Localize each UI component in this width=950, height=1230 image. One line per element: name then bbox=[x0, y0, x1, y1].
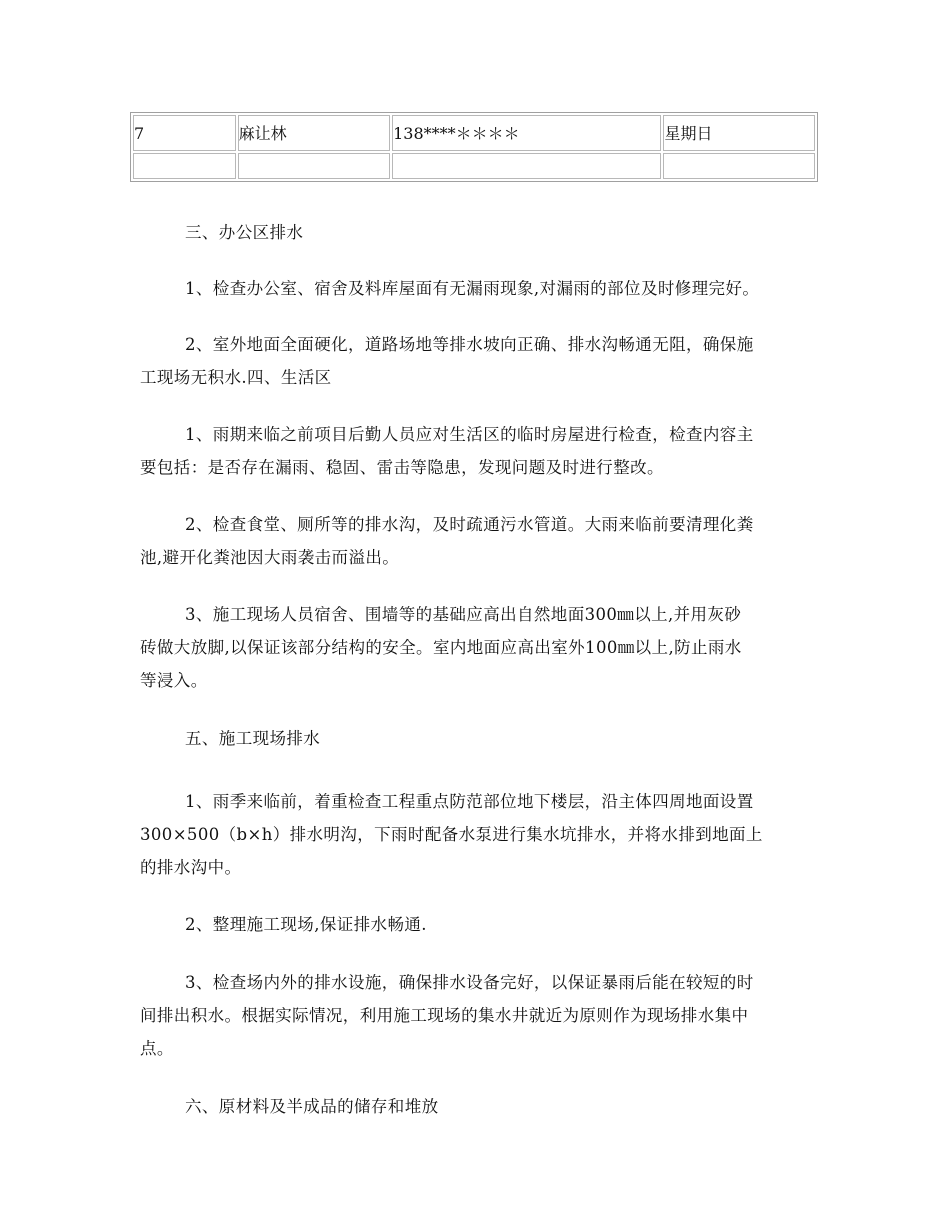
paragraph-line: 要包括：是否存在漏雨、稳固、雷击等隐患，发现问题及时进行整改。 bbox=[140, 458, 664, 477]
section-heading-materials-storage bbox=[140, 1090, 812, 1123]
paragraph-drainage-facilities bbox=[140, 966, 812, 1065]
table-cell-empty bbox=[238, 153, 391, 179]
table-cell-number: 7 bbox=[133, 115, 236, 151]
duty-contact-table bbox=[130, 112, 818, 182]
table-cell-phone: 138****＊＊＊＊ bbox=[392, 115, 661, 151]
paragraph-office-roof bbox=[140, 272, 812, 305]
paragraph-line: 工现场无积水.四、生活区 bbox=[140, 368, 332, 387]
paragraph-line: 等浸入。 bbox=[140, 671, 208, 690]
paragraph-line: 300×500（b×h）排水明沟，下雨时配备水泵进行集水坑排水，并将水排到地面上 bbox=[140, 825, 763, 844]
heading-text: 六、原材料及半成品的储存和堆放 bbox=[185, 1097, 439, 1116]
paragraph-line: 砖做大放脚,以保证该部分结构的安全。室内地面应高出室外100㎜以上,防止雨水 bbox=[140, 638, 742, 657]
paragraph-canteen-drainage bbox=[140, 508, 812, 574]
paragraph-line: 1、雨期来临之前项目后勤人员应对生活区的临时房屋进行检查，检查内容主 bbox=[185, 425, 754, 444]
paragraph-line: 的排水沟中。 bbox=[140, 858, 242, 877]
heading-text: 五、施工现场排水 bbox=[185, 729, 321, 748]
paragraph-line: 1、雨季来临前，着重检查工程重点防范部位地下楼层，沿主体四周地面设置 bbox=[185, 792, 754, 811]
table-row bbox=[133, 153, 815, 179]
paragraph-outdoor-ground bbox=[140, 328, 812, 394]
heading-text: 三、办公区排水 bbox=[185, 223, 304, 242]
table-cell-empty bbox=[392, 153, 661, 179]
paragraph-line: 点。 bbox=[140, 1039, 174, 1058]
paragraph-living-area-inspection bbox=[140, 418, 812, 484]
paragraph-line: 3、施工现场人员宿舍、围墙等的基础应高出自然地面300㎜以上,并用灰砂 bbox=[185, 605, 742, 624]
table-cell-day: 星期日 bbox=[663, 115, 815, 151]
section-heading-site-drainage bbox=[140, 722, 812, 755]
table-cell-name: 麻让林 bbox=[238, 115, 391, 151]
paragraph-line: 间排出积水。根据实际情况，利用施工现场的集水井就近为原则作为现场排水集中 bbox=[140, 1006, 749, 1025]
paragraph-line: 1、检查办公室、宿舍及料库屋面有无漏雨现象,对漏雨的部位及时修理完好。 bbox=[185, 279, 760, 298]
paragraph-line: 2、室外地面全面硬化，道路场地等排水坡向正确、排水沟畅通无阻，确保施 bbox=[185, 335, 754, 354]
paragraph-dormitory-foundation bbox=[140, 598, 812, 697]
paragraph-rainy-season-check bbox=[140, 785, 812, 884]
table-cell-empty bbox=[133, 153, 236, 179]
paragraph-line: 3、检查场内外的排水设施，确保排水设备完好，以保证暴雨后能在较短的时 bbox=[185, 973, 754, 992]
paragraph-site-tidy bbox=[140, 908, 812, 941]
paragraph-line: 2、整理施工现场,保证排水畅通. bbox=[185, 915, 427, 934]
paragraph-line: 2、检查食堂、厕所等的排水沟，及时疏通污水管道。大雨来临前要清理化粪 bbox=[185, 515, 754, 534]
table-cell-empty bbox=[663, 153, 815, 179]
paragraph-line: 池,避开化粪池因大雨袭击而溢出。 bbox=[140, 548, 400, 567]
section-heading-office-drainage bbox=[140, 216, 812, 249]
table-row bbox=[133, 115, 815, 151]
